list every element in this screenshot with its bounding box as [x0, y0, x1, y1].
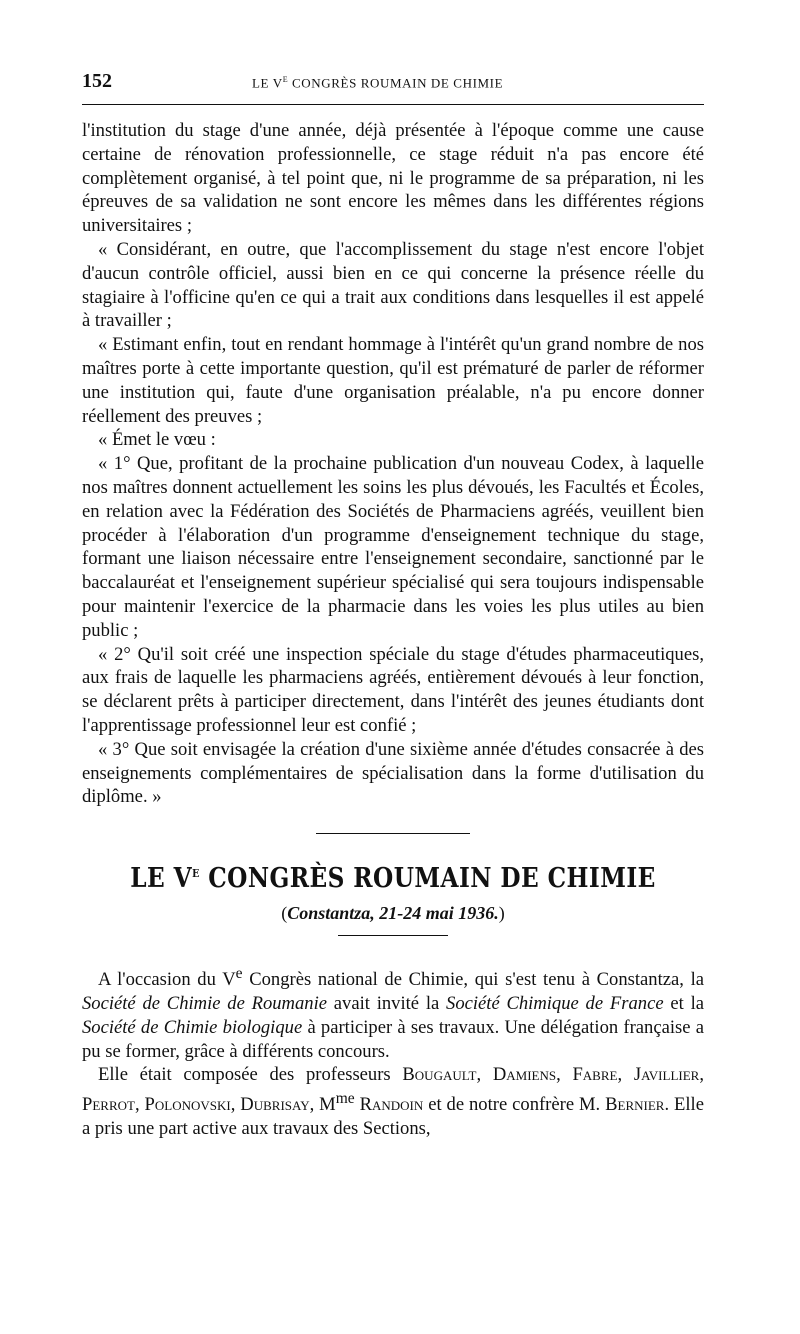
superscript-e: e	[235, 965, 243, 983]
person-name: Randoin	[359, 1094, 424, 1116]
text-run: ,	[134, 1094, 145, 1116]
text-run: . Elle a pris une part active aux travaux des Sections,	[82, 1094, 704, 1140]
text-run: et de notre confrère M.	[423, 1094, 606, 1116]
society-name-biologique: Société de Chimie biologique	[82, 1016, 303, 1038]
text-run: ,	[617, 1064, 634, 1086]
superscript-me: me	[335, 1090, 355, 1108]
page-number: 152	[82, 70, 112, 92]
society-name-romania: Société de Chimie de Roumanie	[82, 993, 327, 1015]
header-rule	[82, 104, 704, 105]
subtitle-close-paren: )	[498, 903, 505, 924]
person-name: Polonovski	[144, 1094, 231, 1116]
person-name: Dubrisay	[240, 1094, 310, 1116]
person-name: Javillier	[633, 1064, 700, 1086]
subtitle-open-paren: (	[281, 903, 288, 924]
person-name: Perrot	[82, 1094, 135, 1116]
paragraph-continuation: l'institution du stage d'une année, déjà présentée à l'époque comme une cause certaine de rénovation professionnelle, ce stage réduit n'a pas encore été complètement organisé, à tel point que, ni le programme de sa préparation, ni les épreuves de sa validation ne sont encore les mêmes dans les différentes régions universitaires ;	[82, 120, 704, 237]
subtitle-place-date: Constantza, 21-24 mai 1936.	[287, 903, 499, 924]
section-subtitle	[82, 901, 704, 925]
paragraph-emet-voeu: « Émet le vœu :	[98, 429, 216, 451]
paragraph-considerant: « Considérant, en outre, que l'accomplissement du stage n'est encore l'objet d'aucun contrôle officiel, aussi bien en ce qui concerne la présence réelle du stagiaire à l'officine qu'en ce qui a trait aux conditions dans lesquelles il est appelé à travailler ;	[82, 238, 704, 332]
person-name: Damiens	[492, 1064, 557, 1086]
text-run: Elle était composée des professeurs	[98, 1064, 403, 1086]
text-run: à participer à ses travaux. Une délégation française a pu se former, grâce à différents concours.	[82, 1016, 704, 1062]
paragraph-point-2: « 2° Qu'il soit créé une inspection spéciale du stage d'études pharmaceutiques, aux frais de laquelle les pharmaciens agréés, entièrement dévoués à leur fonction, se déclarent prêts à participer directement, dans l'intérêt des jeunes étudiants dont l'apprentissage professionnel leur est confié ;	[82, 643, 704, 736]
document-page	[82, 70, 704, 1141]
paragraph-point-3: « 3° Que soit envisagée la création d'une sixième année d'études consacrée à des enseignements complémentaires de spécialisation dans la forme d'utilisation du diplôme. »	[82, 738, 704, 808]
paragraph-occasion	[82, 962, 704, 1063]
text-run: A l'occasion du V	[98, 969, 236, 991]
person-name: Bougault	[402, 1064, 477, 1086]
running-head	[82, 70, 704, 98]
text-run: avait invité la	[327, 993, 447, 1015]
text-run: et la	[663, 993, 704, 1015]
text-run: ,	[699, 1064, 704, 1086]
person-name: Fabre	[572, 1064, 618, 1086]
paragraph-point-1: « 1° Que, profitant de la prochaine publication d'un nouveau Codex, à laquelle nos maîtres donnent actuellement les soins les plus dévoués, les Facultés et Écoles, en relation avec la Fédération des Sociétés de Pharmaciens agréés, veuillent bien procéder à l'élaboration d'un programme d'enseignement technique du stage, formant une liaison nécessaire entre l'enseignement secondaire, sanctionné par le baccalauréat et l'enseignement supérieur spécialisé qui sera toujours indispensable pour maintenir l'exercice de la pharmacie dans les voies les plus utiles au bien public ;	[82, 453, 704, 641]
text-run: , M	[309, 1094, 336, 1116]
person-name: Bernier	[605, 1094, 665, 1116]
section-title-text-end: CONGRÈS ROUMAIN DE CHIMIE	[199, 863, 656, 895]
paragraph-estimant: « Estimant enfin, tout en rendant hommage à l'intérêt qu'un grand nombre de nos maîtres porte à cette importante question, qu'il est prématuré de parler de réformer une institution qui, faute d'une organisation préalable, n'a pu encore donner réellement des preuves ;	[82, 334, 704, 427]
subtitle-rule	[338, 935, 448, 936]
running-title-text: LE V	[252, 75, 283, 90]
text-run: ,	[556, 1064, 573, 1086]
body-text-top	[82, 119, 704, 809]
section-title	[126, 858, 661, 895]
section-separator-rule	[316, 833, 470, 834]
society-name-france: Société Chimique de France	[446, 993, 664, 1015]
section-title-superscript: E	[192, 867, 200, 881]
text-run: ,	[476, 1064, 493, 1086]
running-title	[252, 75, 503, 91]
section-title-text: LE V	[130, 863, 193, 895]
running-title-superscript: E	[282, 74, 289, 84]
text-run: Congrès national de Chimie, qui s'est tenu à Constantza, la	[242, 969, 705, 991]
body-text-section	[82, 962, 704, 1141]
running-title-text-end: CONGRÈS ROUMAIN DE CHIMIE	[288, 75, 504, 90]
text-run: ,	[230, 1094, 241, 1116]
paragraph-delegation	[82, 1063, 704, 1141]
